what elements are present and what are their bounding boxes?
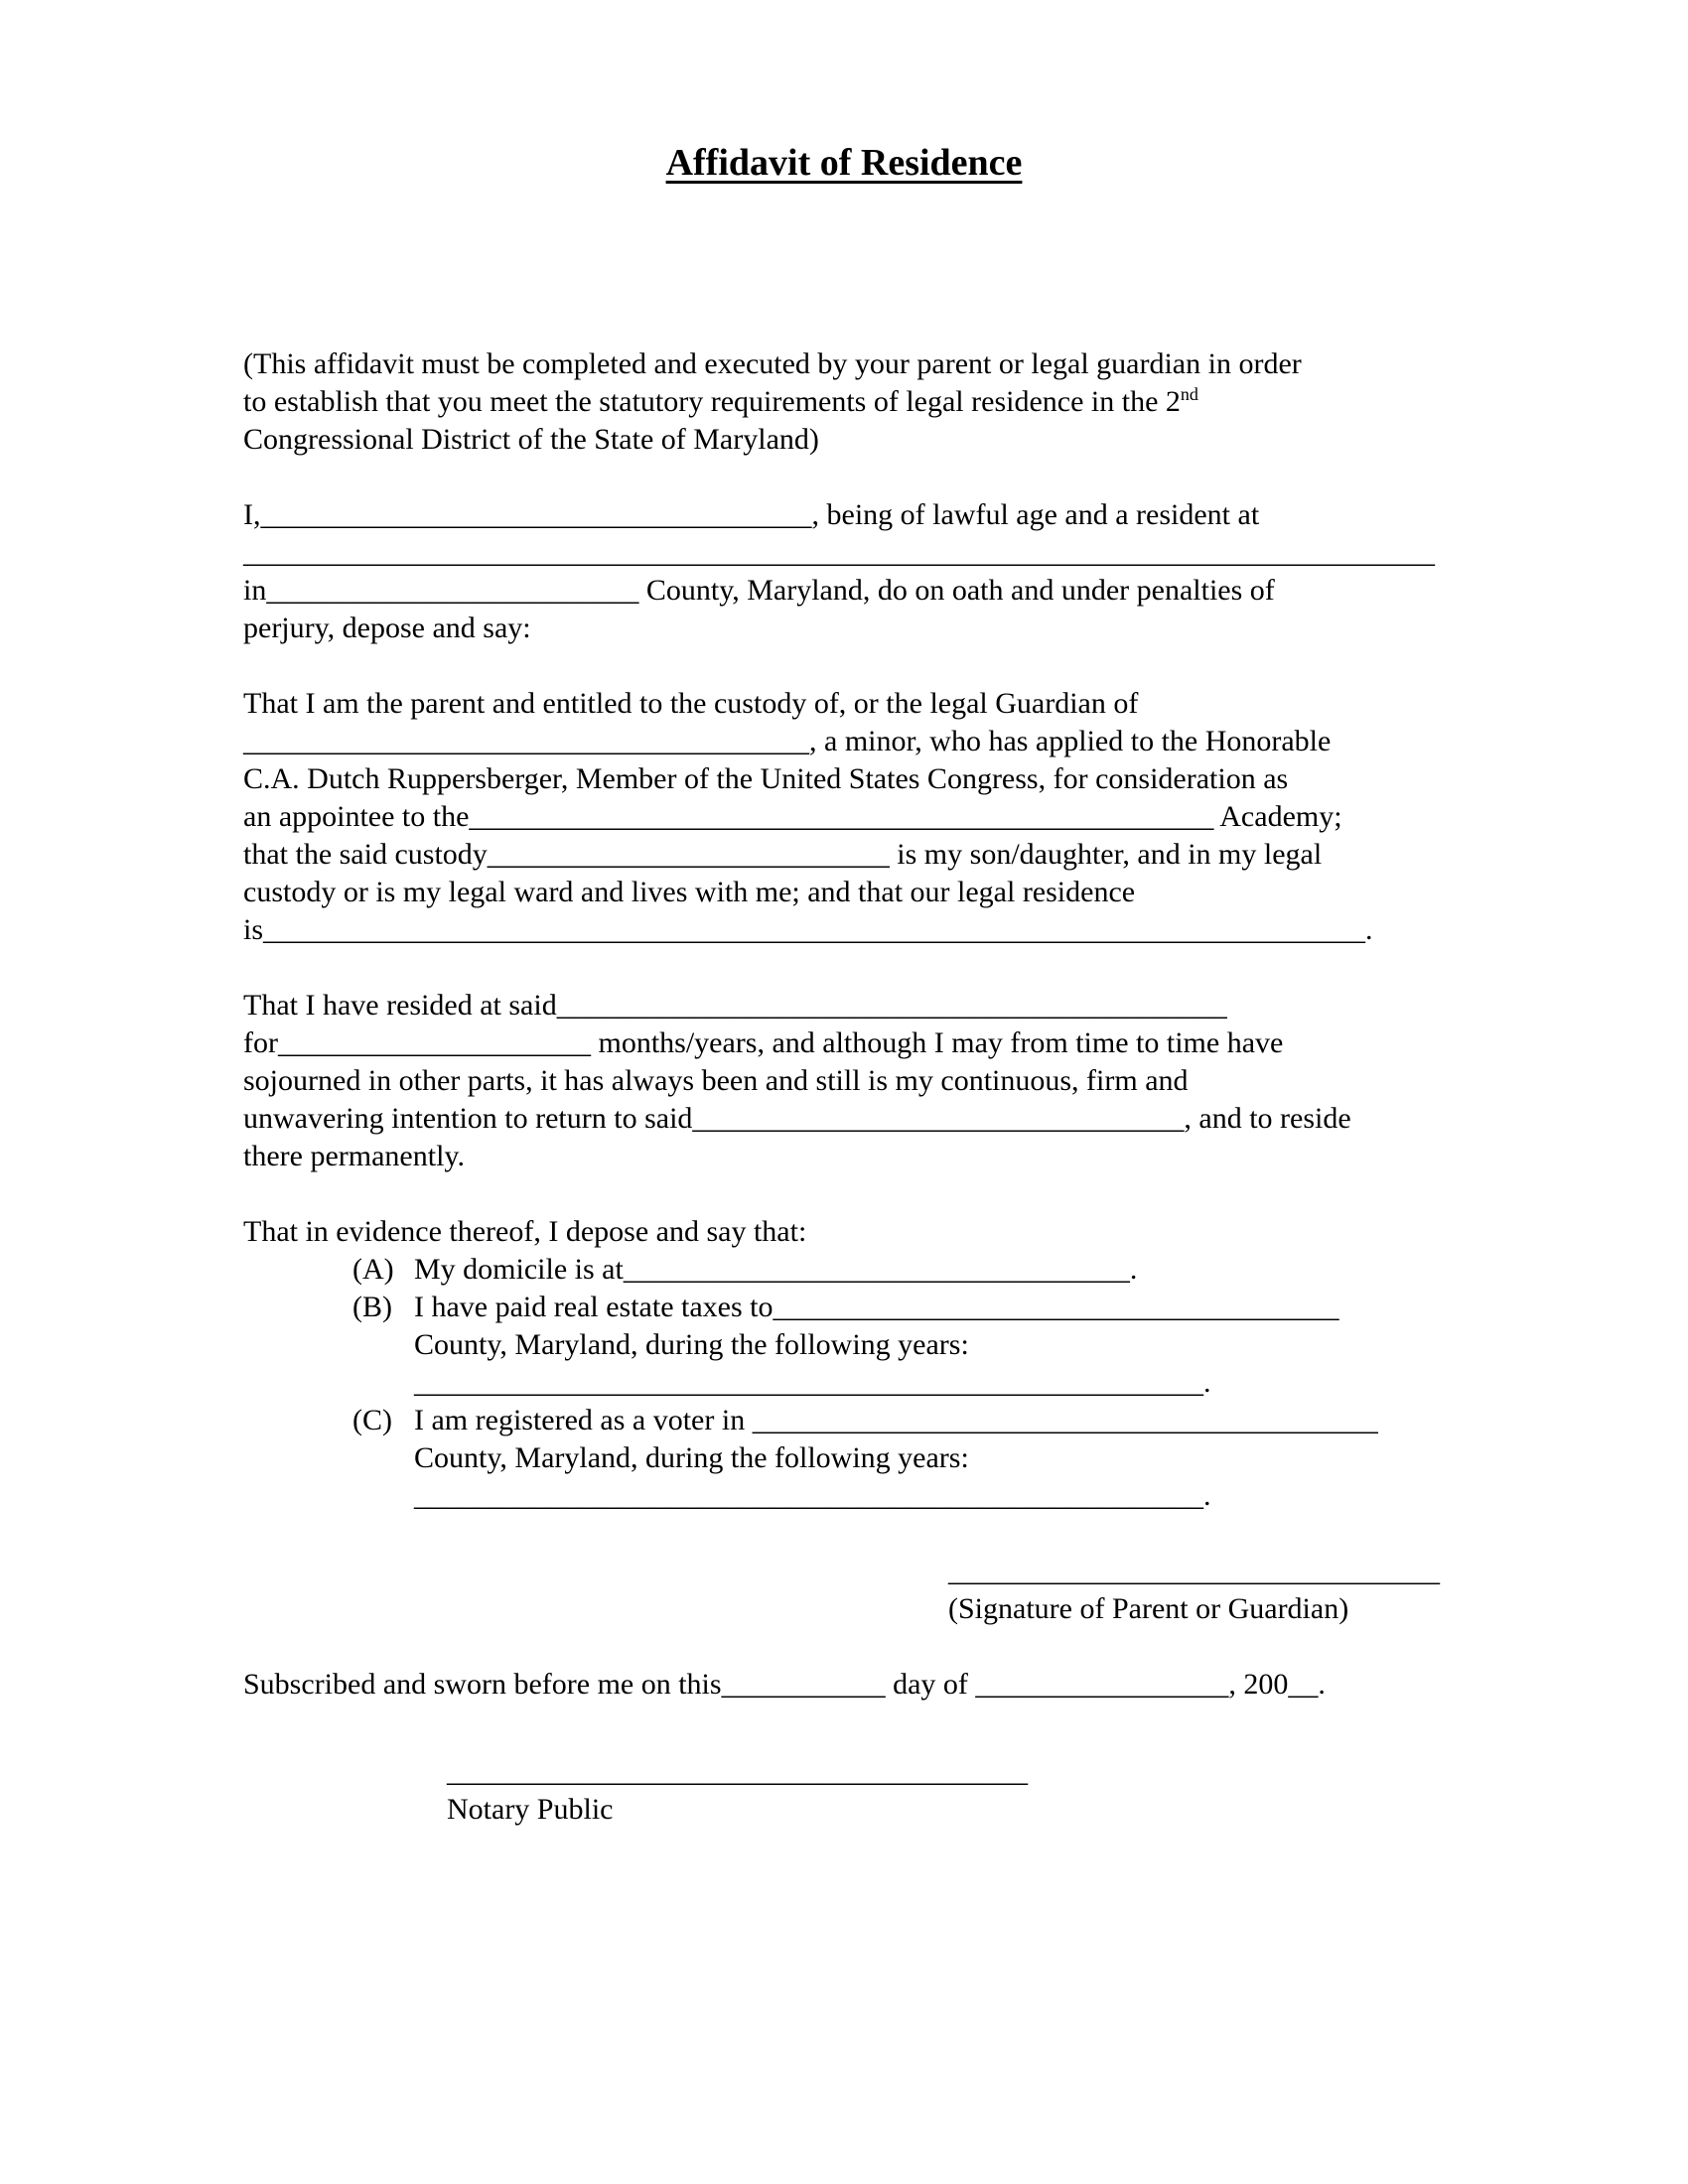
declarant-county-field[interactable]: _________________________ <box>266 574 639 607</box>
evidence-item-c <box>243 1402 1445 1515</box>
sworn-year-prefix: , 200 <box>1228 1668 1289 1701</box>
custody-said-custody-lead: that the said custody <box>243 838 488 871</box>
custody-line3: C.A. Dutch Ruppersberger, Member of the United States Congress, for consideration as <box>243 762 1289 795</box>
return-intention-lead: unwavering intention to return to said <box>243 1102 693 1135</box>
custody-line1: That I am the parent and entitled to the custody of, or the legal Guardian of <box>243 687 1139 720</box>
voter-years-field[interactable]: _____________________________________________________ <box>414 1479 1203 1512</box>
custody-after-minor: , a minor, who has applied to the Honorable <box>809 725 1332 757</box>
minor-name-field[interactable]: ______________________________________ <box>243 725 809 757</box>
custody-residence-period: . <box>1365 913 1373 946</box>
after-duration-text: months/years, and although I may from time to time have <box>590 1026 1284 1059</box>
custody-after-name: is my son/daughter, and in my legal <box>889 838 1323 871</box>
return-place-field[interactable]: _________________________________ <box>692 1102 1185 1135</box>
intro-note-line2: to establish that you meet the statutory requirements of legal residence in the 2 <box>243 385 1181 418</box>
sworn-year-field[interactable]: __ <box>1288 1668 1319 1701</box>
custody-after-academy: Academy; <box>1213 800 1342 833</box>
duration-field[interactable]: _____________________ <box>277 1026 591 1059</box>
resided-lead: That I have resided at said <box>243 989 557 1022</box>
evidence-item-c-marker: (C) <box>352 1404 392 1436</box>
sworn-period: . <box>1318 1668 1326 1701</box>
voter-county-line: County, Maryland, during the following years: <box>414 1441 969 1474</box>
custody-paragraph <box>243 685 1445 949</box>
taxes-lead: I have paid real estate taxes to <box>414 1291 774 1323</box>
declarant-address-field[interactable]: ________________________________________________________________________________ <box>243 536 1435 569</box>
academy-name-field[interactable]: __________________________________________________ <box>469 800 1214 833</box>
domicile-period: . <box>1129 1253 1138 1286</box>
voter-county-field[interactable]: __________________________________________ <box>752 1404 1378 1436</box>
after-return-text: , and to reside <box>1184 1102 1351 1135</box>
evidence-intro: That in evidence thereof, I depose and say that: <box>243 1215 807 1248</box>
declarant-in-lead: in <box>243 574 267 607</box>
custody-line6: custody or is my legal ward and lives with me; and that our legal residence <box>243 876 1136 908</box>
declarant-lead: I, <box>243 498 261 531</box>
permanently-line: there permanently. <box>243 1140 465 1172</box>
evidence-item-b-marker: (B) <box>352 1291 392 1323</box>
evidence-section <box>243 1213 1445 1515</box>
sojourned-line: sojourned in other parts, it has always been and still is my continuous, firm and <box>243 1064 1189 1097</box>
declarant-paragraph <box>243 496 1445 647</box>
evidence-item-a-marker: (A) <box>352 1253 394 1286</box>
resided-place-field[interactable]: _____________________________________________ <box>556 989 1227 1022</box>
notary-section <box>447 1753 1445 1829</box>
notary-signature-field[interactable]: _______________________________________ <box>447 1755 1028 1788</box>
declarant-after-county: County, Maryland, do on oath and under penalties of <box>638 574 1275 607</box>
document-title: Affidavit of Residence <box>665 142 1023 184</box>
voter-lead: I am registered as a voter in <box>414 1404 753 1436</box>
custody-name-field[interactable]: ___________________________ <box>487 838 890 871</box>
domicile-lead: My domicile is at <box>414 1253 624 1286</box>
declarant-name-field[interactable]: _____________________________________ <box>260 498 812 531</box>
intro-note-line3: Congressional District of the State of Maryland) <box>243 423 819 456</box>
sworn-month-field[interactable]: _________________ <box>975 1668 1229 1701</box>
intro-note-line1: (This affidavit must be completed and executed by your parent or legal guardian in order <box>243 347 1302 380</box>
taxes-years-period: . <box>1203 1366 1211 1399</box>
taxes-county-line: County, Maryland, during the following years: <box>414 1328 969 1361</box>
custody-residence-lead: is <box>243 913 264 946</box>
intro-note <box>243 345 1445 459</box>
parent-signature-field[interactable]: _________________________________ <box>948 1555 1440 1587</box>
legal-residence-field[interactable]: __________________________________________________________________________ <box>263 913 1366 946</box>
taxes-years-field[interactable]: _____________________________________________________ <box>414 1366 1203 1399</box>
residence-history-paragraph <box>243 987 1445 1175</box>
signature-caption: (Signature of Parent or Guardian) <box>948 1592 1349 1625</box>
evidence-item-a <box>243 1251 1445 1289</box>
declarant-perjury-line: perjury, depose and say: <box>243 612 531 644</box>
sworn-day-field[interactable]: ___________ <box>721 1668 886 1701</box>
evidence-item-b <box>243 1289 1445 1402</box>
signature-section <box>948 1553 1445 1628</box>
custody-appointee-lead: an appointee to the <box>243 800 470 833</box>
voter-years-period: . <box>1203 1479 1211 1512</box>
sworn-lead: Subscribed and sworn before me on this <box>243 1668 722 1701</box>
duration-lead: for <box>243 1026 278 1059</box>
domicile-field[interactable]: __________________________________ <box>623 1253 1130 1286</box>
intro-note-ordinal-suffix: nd <box>1180 384 1198 404</box>
sworn-mid-text: day of <box>885 1668 976 1701</box>
taxes-county-field[interactable]: ______________________________________ <box>773 1291 1339 1323</box>
notary-public-label: Notary Public <box>447 1793 614 1826</box>
declarant-after-name: , being of lawful age and a resident at <box>811 498 1260 531</box>
sworn-statement <box>243 1666 1445 1704</box>
